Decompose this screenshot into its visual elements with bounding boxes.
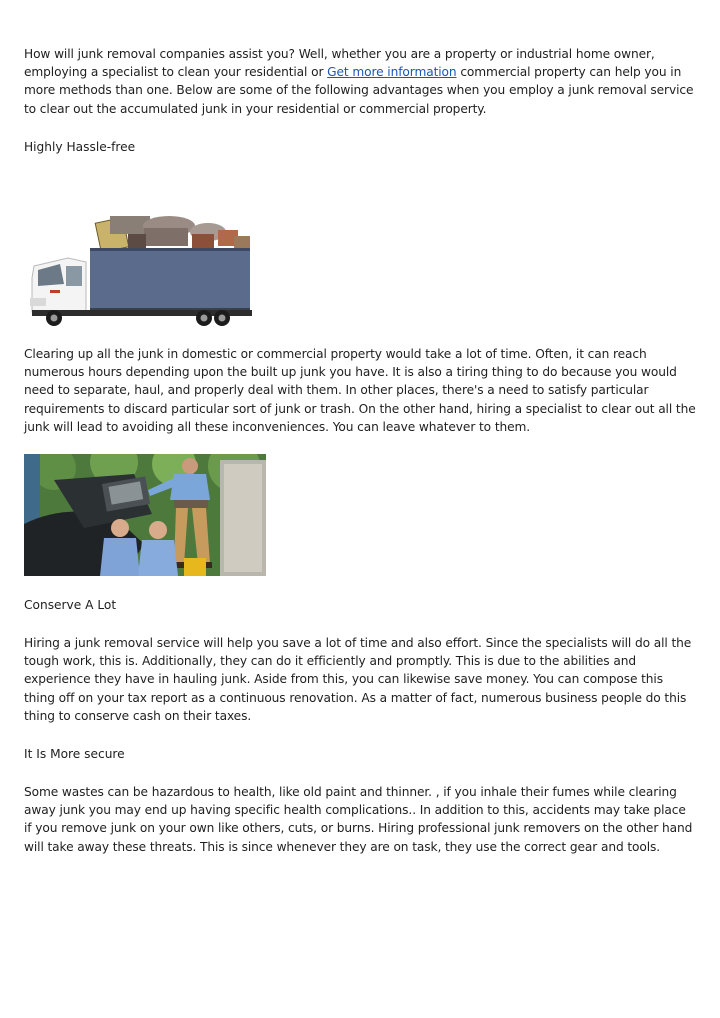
intro-paragraph: [24, 45, 696, 118]
conserve-paragraph: Hiring a junk removal service will help you save a lot of time and also effort. Since the specialists will do all the tough work, this is. Additionally, they can do it efficiently and promptly. This is due to the abilities and experience they have in hauling junk. Aside from this, you can likewise save money. You can compose this thing off on your tax report as a continuous renovation. As a matter of fact, numerous business people do this thing to conserve cash on their taxes.: [24, 636, 692, 723]
section-heading-conserve: Conserve A Lot: [24, 598, 117, 612]
get-more-information-link[interactable]: Get more information: [327, 65, 457, 80]
hassle-free-paragraph: Clearing up all the junk in domestic or commercial property would take a lot of time. Often, it can reach numerous hours depending upon the built up junk you have. It is also a tiring thing to do because you would need to separate, haul, and properly deal with them. In other places, there's a need to satisfy particular requirements to discard particular sort of junk or trash. On the other hand, hiring a specialist to clear out all the junk will lead to avoiding all these inconveniences. You can leave whatever to them.: [24, 347, 696, 434]
workers-loading-image: [24, 454, 266, 576]
section-heading-hassle-free: Highly Hassle-free: [24, 140, 136, 154]
intro-text-before: How will junk removal companies assist you? Well, whether you are a property or industrial home owner, employing a specialist to clean your residential or: [24, 47, 655, 80]
junk-truck-image: [24, 208, 256, 326]
intro-text-after: commercial property can help you in more methods than one. Below are some of the following advantages when you employ a junk removal service to clear out the accumulated junk in your residential or commercial property.: [24, 65, 694, 116]
section-heading-secure: It Is More secure: [24, 747, 125, 761]
secure-paragraph: Some wastes can be hazardous to health, like old paint and thinner. , if you inhale their fumes while clearing away junk you may end up having specific health complications.. In addition to this, accidents may take place if you remove junk on your own like others, cuts, or burns. Hiring professional junk removers on the other hand will take away these threats. This is since whenever they are on task, they use the correct gear and tools.: [24, 785, 693, 854]
